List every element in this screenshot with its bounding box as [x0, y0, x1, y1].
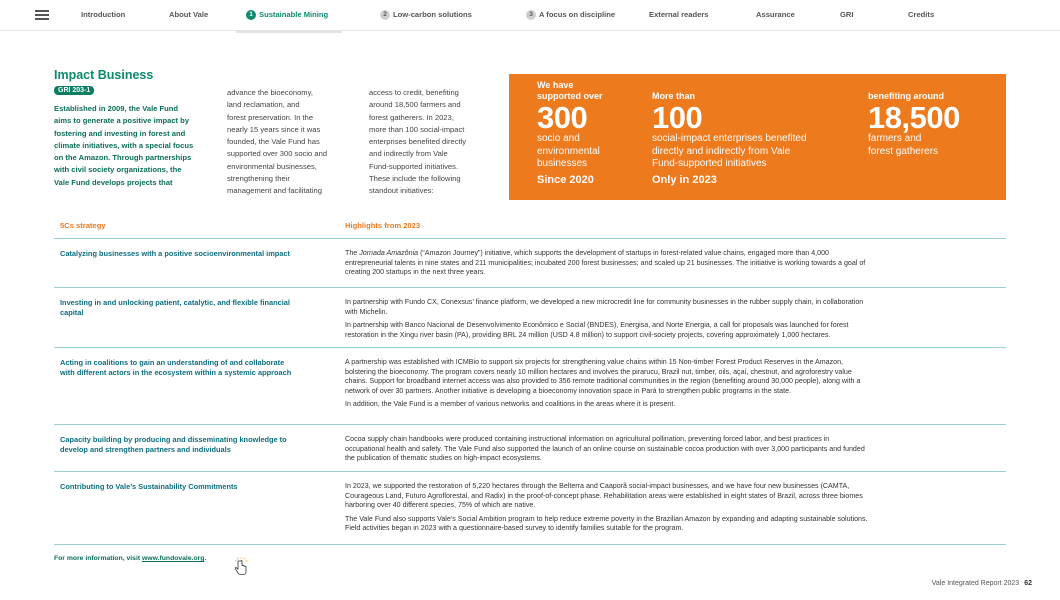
- stat-prefix: [537, 80, 603, 102]
- strategy-cell: [60, 435, 332, 455]
- text-line: on the Amazon. Through partnerships: [54, 153, 192, 163]
- text-line: Investing in and unlocking patient, catalytic, and flexible financial: [60, 298, 290, 307]
- text-line: network of over 30 partners. Another initiative is developing a bioeconomy innovation space in Pará to strengthen public programs in the state.: [345, 386, 791, 395]
- nav-tab-assurance[interactable]: [756, 10, 795, 19]
- highlight-paragraph: [345, 249, 1000, 278]
- table-row: [54, 348, 1006, 425]
- text-line: Vale Fund develops projects that: [54, 177, 173, 187]
- text-line: benefiting around: [868, 91, 944, 101]
- initiative-name: Jornada Amazônia: [359, 249, 419, 257]
- text-line: restoration in the Xingu river basin (PA), providing BRL 24 million (USD 4.8 million) to support civil-society projects, covering approximately 1,000 hectares.: [345, 330, 831, 339]
- text-line: harboring over 40 different species, 75% of which are native.: [345, 501, 536, 510]
- highlight-paragraph: [345, 358, 1000, 396]
- highlight-paragraph: [345, 515, 1000, 534]
- table-row: [54, 239, 1006, 288]
- text-line: forest preservation. In the: [227, 112, 314, 122]
- nav-tab-external-readers[interactable]: [649, 10, 709, 19]
- nav-tab-label: About Vale: [169, 10, 209, 19]
- text-line: with Michelin.: [345, 307, 388, 316]
- nav-tab-label: Introduction: [81, 10, 126, 19]
- text-line: The Vale Fund also supports Vale’s Social Ambition program to help reduce extreme poverty in the Brazilian Amazon by expanding and adapting sustainable solutions.: [345, 514, 868, 523]
- text-line: environmental businesses,: [227, 161, 317, 171]
- text-line: more than 100 social-impact: [369, 124, 465, 134]
- text-line: Capacity building by producing and disseminating knowledge to: [60, 435, 287, 444]
- text-line: Established in 2009, the Vale Fund: [54, 104, 179, 113]
- tab-number-badge: 3: [526, 10, 536, 20]
- nav-tab-a-focus-on-discipline[interactable]: [526, 10, 615, 20]
- stat-value: 100: [652, 100, 703, 135]
- text-line: strengthening their: [227, 174, 290, 184]
- tab-number-badge: 2: [380, 10, 390, 20]
- nav-tab-introduction[interactable]: [81, 10, 125, 19]
- text-line: Acting in coalitions to gain an understanding of and collaborate: [60, 358, 285, 367]
- text-line: The Jornada Amazônia (“Amazon Journey”) initiative, which supports the development of startups in forest-related value chains, engaged more than 4,000: [345, 249, 829, 257]
- nav-tab-label: Credits: [908, 10, 935, 19]
- strategy-cell: [60, 482, 332, 492]
- text-line: A partnership was established with ICMBio to support six projects for strengthening value chains within 15 Non-timber Forest Product Reserves in the Amazon,: [345, 358, 843, 366]
- gri-badge: GRI 203-1: [54, 86, 94, 95]
- text-line: with different actors in the ecosystem within a systemic approach: [60, 368, 292, 377]
- menu-icon[interactable]: [35, 10, 49, 20]
- text-line: forest gatherers: [868, 145, 939, 157]
- text-line: and indirectly from Vale: [369, 149, 448, 159]
- stat-block: [868, 91, 960, 158]
- text-line: around 18,500 farmers and: [369, 100, 461, 110]
- highlight-paragraph: [345, 482, 1000, 511]
- stat-value: 300: [537, 100, 588, 135]
- text-line: directly and indirectly from Vale: [652, 145, 791, 157]
- text-line: Courageous Land, Futuro Agroflorestal, and Radix) in the proof-of-concept phase. Rehabilitation areas were established in eight states of Brazil, across three biomes: [345, 491, 863, 500]
- intro-lead-paragraph: [54, 103, 216, 189]
- table-row: [54, 288, 1006, 348]
- text-line: occupational health and safety. The Vale Fund also supported the launch of an online course on sustainable cocoa production with over 3,000 participants and funded: [345, 444, 865, 453]
- section-title: Impact Business: [54, 68, 154, 82]
- stat-block: [537, 80, 603, 186]
- nav-tab-gri[interactable]: [840, 10, 854, 19]
- text-line: farmers and: [868, 133, 922, 144]
- stat-description: [652, 133, 807, 171]
- nav-tab-about-vale[interactable]: [169, 10, 208, 19]
- page-number: 62: [1024, 580, 1032, 587]
- text-line: More than: [652, 91, 696, 101]
- text-line: develop and strengthen partners and individuals: [60, 445, 231, 454]
- nav-tab-low-carbon-solutions[interactable]: [380, 10, 472, 20]
- text-line: social-impact enterprises benefited: [652, 133, 807, 144]
- text-line: with civil society organizations, the: [54, 165, 182, 175]
- highlights-cell: [345, 358, 1000, 414]
- table-row: [54, 425, 1006, 472]
- more-info-note: [54, 555, 206, 562]
- col-header-strategy: 5Cs strategy: [60, 221, 106, 230]
- text-line: capital: [60, 308, 84, 317]
- highlight-paragraph: [345, 435, 1000, 464]
- text-line: standout initiatives:: [369, 186, 434, 196]
- text-line: Cocoa supply chain handbooks were produced containing instructional information on agricultural pollination, preventing forced labor, and best practices in: [345, 435, 830, 443]
- text-line: entrepreneurial talents in nine states and 211 municipalities; incubated 200 forest businesses; and scaled up 21 businesses. The initiative is working towards a goal of: [345, 258, 866, 267]
- text-line: businesses: [537, 158, 588, 169]
- stats-highlight-box: [509, 74, 1006, 200]
- nav-tab-label: A focus on discipline: [539, 10, 616, 19]
- text-line: creating 200 startups in the next three years.: [345, 268, 486, 277]
- stat-block: [652, 91, 807, 186]
- fundovale-link[interactable]: www.fundovale.org: [142, 555, 205, 562]
- text-line: In addition, the Vale Fund is a member of various networks and coalitions in the areas where it is present.: [345, 400, 676, 409]
- stat-description: [537, 133, 603, 171]
- nav-tab-label: Low-carbon solutions: [393, 10, 472, 19]
- active-tab-indicator: [236, 30, 342, 33]
- highlight-paragraph: [345, 321, 1000, 340]
- strategy-cell: [60, 358, 332, 378]
- text-line: advance the bioeconomy,: [227, 88, 313, 97]
- highlight-paragraph: [345, 298, 1000, 317]
- more-info-prefix: For more information, visit: [54, 555, 142, 562]
- stat-value: 18,500: [868, 100, 960, 135]
- nav-tab-label: Assurance: [756, 10, 795, 19]
- highlights-cell: [345, 435, 1000, 468]
- text-line: In partnership with Banco Nacional de Desenvolvimento Econômico e Social (BNDES), Energisa, and Norte Energia, a call for proposals was launched for forest: [345, 321, 849, 330]
- text-line: fostering and investing in forest and: [54, 128, 186, 138]
- stat-description: [868, 133, 960, 158]
- stat-footnote: Since 2020: [537, 173, 594, 186]
- intro-column-2: [227, 87, 349, 198]
- text-line: supported over: [537, 91, 603, 101]
- text-line: forest gatherers. In 2023,: [369, 112, 454, 122]
- text-line: climate initiatives, with a special focus: [54, 140, 194, 150]
- text-line: the publication of thematic studies on high-impact ecosystems.: [345, 454, 542, 463]
- text-line: aims to generate a positive impact by: [54, 116, 190, 126]
- hand-cursor-icon: [233, 557, 253, 577]
- strategy-cell: [60, 298, 332, 318]
- text-line: nearly 15 years since it was: [227, 124, 321, 134]
- text-line: socio and: [537, 133, 580, 144]
- table-header: [54, 214, 1006, 239]
- table-row: [54, 472, 1006, 545]
- top-navigation: [0, 0, 1060, 31]
- text-line: access to credit, benefiting: [369, 88, 459, 97]
- nav-tab-label: External readers: [649, 10, 709, 19]
- highlights-cell: [345, 249, 1000, 282]
- text-line: We have: [537, 80, 574, 90]
- link-suffix: .: [204, 555, 207, 562]
- stat-footnote: Only in 2023: [652, 173, 717, 186]
- text-line: enterprises benefited directly: [369, 137, 467, 147]
- text-line: chains. Support for broadband internet access was also provided to 356 remote traditional communities in the region (benefiting around 30,000 people), along with a: [345, 377, 861, 386]
- text-line: These include the following: [369, 174, 461, 184]
- text-line: land reclamation, and: [227, 100, 300, 110]
- text-line: Fund-supported initiatives.: [369, 161, 459, 171]
- text-line: environmental: [537, 145, 600, 157]
- strategy-table: [54, 214, 1006, 545]
- highlight-paragraph: [345, 400, 1000, 410]
- text-line: Contributing to Vale’s Sustainability Commitments: [60, 482, 238, 491]
- highlights-cell: [345, 482, 1000, 538]
- text-line: founded, the Vale Fund has: [227, 137, 320, 147]
- nav-tab-label: Sustainable Mining: [259, 10, 329, 19]
- nav-tab-sustainable-mining[interactable]: [246, 10, 328, 20]
- nav-tab-label: GRI: [840, 10, 854, 19]
- intro-column-3: [369, 87, 494, 198]
- text-line: supported over 300 socio and: [227, 149, 328, 159]
- text-line: Field activities began in 2023 with a questionnaire-based survey to identify families suitable for the program.: [345, 524, 684, 533]
- text-line: Catalyzing businesses with a positive socioenvironmental impact: [60, 249, 290, 258]
- page-footer: [932, 580, 1032, 587]
- text-line: In partnership with Fundo CX, Conexsus’ finance platform, we developed a new microcredit line for community businesses in the rubber supply chain, in collaboration: [345, 298, 864, 306]
- col-header-highlights: Highlights from 2023: [345, 221, 421, 230]
- text-line: Fund-supported initiatives: [652, 158, 767, 169]
- text-line: management and facilitating: [227, 186, 322, 196]
- tab-number-badge: 1: [246, 10, 256, 20]
- text-line: bolstering the bioeconomy. The program covers nearly 10 million hectares and involves the pirarucu, Brazil nut, timber, oils, açaí, chestnut, and agroforestry value: [345, 367, 852, 376]
- text-line: In 2023, we supported the restoration of 5,220 hectares through the Belterra and Caaporã social-impact businesses, and we have four new businesses (CAMTA,: [345, 482, 850, 490]
- nav-tab-credits[interactable]: [908, 10, 934, 19]
- report-name: Vale Integrated Report 2023: [931, 580, 1020, 587]
- strategy-cell: [60, 249, 332, 259]
- highlights-cell: [345, 298, 1000, 344]
